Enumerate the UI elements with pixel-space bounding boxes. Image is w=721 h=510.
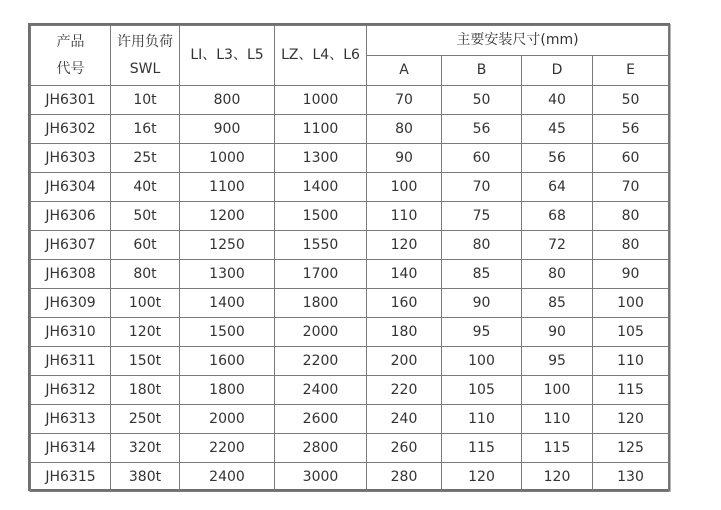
dim-e-cell: 70 [593, 173, 669, 202]
table-body [31, 86, 669, 492]
l1-l3-l5-cell: 1800 [180, 376, 275, 405]
swl-cell: 40t [111, 173, 180, 202]
dim-a-cell: 90 [367, 144, 442, 173]
l2-l4-l6-cell: 1300 [275, 144, 367, 173]
product-code-cell: JH6315 [31, 463, 111, 492]
l2-l4-l6-cell: 1550 [275, 231, 367, 260]
l1-l3-l5-cell: 2000 [180, 405, 275, 434]
swl-cell: 16t [111, 115, 180, 144]
header-row-top [31, 26, 669, 56]
dim-b-header: B [442, 56, 522, 86]
product-code-cell: JH6301 [31, 86, 111, 115]
swl-cell: 250t [111, 405, 180, 434]
l1-l3-l5-cell: 1500 [180, 318, 275, 347]
swl-cell: 60t [111, 231, 180, 260]
l1-l3-l5-cell: 1100 [180, 173, 275, 202]
dim-e-cell: 80 [593, 202, 669, 231]
table-row [31, 318, 669, 347]
swl-cell: 180t [111, 376, 180, 405]
swl-cell: 50t [111, 202, 180, 231]
table-row [31, 115, 669, 144]
l2-l4-l6-cell: 2200 [275, 347, 367, 376]
dim-e-cell: 60 [593, 144, 669, 173]
l2-l4-l6-cell: 2800 [275, 434, 367, 463]
l1-l3-l5-cell: 1600 [180, 347, 275, 376]
dim-e-header: E [593, 56, 669, 86]
dim-d-cell: 72 [522, 231, 593, 260]
product-code-cell: JH6312 [31, 376, 111, 405]
dim-a-cell: 100 [367, 173, 442, 202]
product-code-header-line2: 代号 [56, 60, 85, 77]
dim-b-cell: 50 [442, 86, 522, 115]
l1-l3-l5-cell: 1300 [180, 260, 275, 289]
dim-b-cell: 56 [442, 115, 522, 144]
dim-d-cell: 45 [522, 115, 593, 144]
spec-table-container [28, 23, 670, 491]
l2-l4-l6-cell: 1500 [275, 202, 367, 231]
l1-l3-l5-cell: 900 [180, 115, 275, 144]
dim-d-cell: 110 [522, 405, 593, 434]
swl-cell: 25t [111, 144, 180, 173]
dim-b-cell: 100 [442, 347, 522, 376]
table-row [31, 405, 669, 434]
product-code-header-line1: 产品 [56, 34, 85, 51]
dim-b-cell: 110 [442, 405, 522, 434]
dim-e-cell: 50 [593, 86, 669, 115]
l2-l4-l6-cell: 3000 [275, 463, 367, 492]
l1-l3-l5-cell: 2200 [180, 434, 275, 463]
table-header [31, 26, 669, 86]
table-row [31, 434, 669, 463]
l1-l3-l5-cell: 1200 [180, 202, 275, 231]
product-code-cell: JH6308 [31, 260, 111, 289]
dim-e-cell: 100 [593, 289, 669, 318]
product-code-cell: JH6313 [31, 405, 111, 434]
spec-table [30, 25, 669, 492]
dim-d-cell: 68 [522, 202, 593, 231]
l2-l4-l6-cell: 1100 [275, 115, 367, 144]
dim-d-cell: 115 [522, 434, 593, 463]
dim-a-cell: 260 [367, 434, 442, 463]
dim-b-cell: 105 [442, 376, 522, 405]
swl-header [111, 26, 180, 86]
table-row [31, 289, 669, 318]
swl-cell: 320t [111, 434, 180, 463]
product-code-cell: JH6302 [31, 115, 111, 144]
dim-a-cell: 80 [367, 115, 442, 144]
dim-e-cell: 125 [593, 434, 669, 463]
dim-b-cell: 85 [442, 260, 522, 289]
dim-e-cell: 56 [593, 115, 669, 144]
l2-l4-l6-cell: 2600 [275, 405, 367, 434]
product-code-header [31, 26, 111, 86]
product-code-cell: JH6314 [31, 434, 111, 463]
l2-l4-l6-cell: 2400 [275, 376, 367, 405]
swl-cell: 150t [111, 347, 180, 376]
dim-d-cell: 80 [522, 260, 593, 289]
l2-l4-l6-cell: 1400 [275, 173, 367, 202]
swl-cell: 100t [111, 289, 180, 318]
install-dimensions-header: 主要安装尺寸(mm) [367, 26, 669, 56]
dim-a-cell: 200 [367, 347, 442, 376]
product-code-cell: JH6303 [31, 144, 111, 173]
l2-l4-l6-header: LZ、L4、L6 [275, 26, 367, 86]
dim-a-cell: 110 [367, 202, 442, 231]
table-row [31, 144, 669, 173]
l2-l4-l6-cell: 2000 [275, 318, 367, 347]
swl-header-line2: SWL [129, 60, 161, 77]
dim-d-cell: 100 [522, 376, 593, 405]
product-code-cell: JH6306 [31, 202, 111, 231]
dim-e-cell: 130 [593, 463, 669, 492]
dim-d-cell: 90 [522, 318, 593, 347]
l2-l4-l6-cell: 1700 [275, 260, 367, 289]
dim-e-cell: 105 [593, 318, 669, 347]
dim-e-cell: 120 [593, 405, 669, 434]
dim-a-cell: 160 [367, 289, 442, 318]
dim-b-cell: 90 [442, 289, 522, 318]
dim-a-cell: 180 [367, 318, 442, 347]
swl-cell: 120t [111, 318, 180, 347]
table-row [31, 202, 669, 231]
l1-l3-l5-cell: 800 [180, 86, 275, 115]
dim-a-cell: 140 [367, 260, 442, 289]
table-row [31, 260, 669, 289]
product-code-cell: JH6304 [31, 173, 111, 202]
l1-l3-l5-header: LI、L3、L5 [180, 26, 275, 86]
table-row [31, 376, 669, 405]
dim-d-cell: 120 [522, 463, 593, 492]
dim-a-cell: 220 [367, 376, 442, 405]
swl-cell: 80t [111, 260, 180, 289]
table-row [31, 347, 669, 376]
dim-b-cell: 60 [442, 144, 522, 173]
dim-b-cell: 70 [442, 173, 522, 202]
dim-e-cell: 110 [593, 347, 669, 376]
dim-a-cell: 240 [367, 405, 442, 434]
dim-e-cell: 80 [593, 231, 669, 260]
l1-l3-l5-cell: 1250 [180, 231, 275, 260]
dim-b-cell: 80 [442, 231, 522, 260]
l2-l4-l6-cell: 1000 [275, 86, 367, 115]
dim-d-cell: 56 [522, 144, 593, 173]
product-code-cell: JH6311 [31, 347, 111, 376]
product-code-cell: JH6310 [31, 318, 111, 347]
dim-d-cell: 64 [522, 173, 593, 202]
swl-cell: 10t [111, 86, 180, 115]
dim-d-cell: 40 [522, 86, 593, 115]
dim-d-header: D [522, 56, 593, 86]
l1-l3-l5-cell: 1400 [180, 289, 275, 318]
table-row [31, 463, 669, 492]
table-row [31, 173, 669, 202]
dim-b-cell: 115 [442, 434, 522, 463]
product-code-cell: JH6309 [31, 289, 111, 318]
dim-a-cell: 280 [367, 463, 442, 492]
product-code-cell: JH6307 [31, 231, 111, 260]
dim-a-header: A [367, 56, 442, 86]
dim-a-cell: 120 [367, 231, 442, 260]
swl-cell: 380t [111, 463, 180, 492]
dim-e-cell: 90 [593, 260, 669, 289]
table-row [31, 231, 669, 260]
table-row [31, 86, 669, 115]
dim-b-cell: 75 [442, 202, 522, 231]
dim-b-cell: 120 [442, 463, 522, 492]
l1-l3-l5-cell: 2400 [180, 463, 275, 492]
dim-d-cell: 95 [522, 347, 593, 376]
dim-a-cell: 70 [367, 86, 442, 115]
dim-b-cell: 95 [442, 318, 522, 347]
dim-e-cell: 115 [593, 376, 669, 405]
l2-l4-l6-cell: 1800 [275, 289, 367, 318]
swl-header-line1: 许用负荷 [117, 34, 173, 51]
dim-d-cell: 85 [522, 289, 593, 318]
l1-l3-l5-cell: 1000 [180, 144, 275, 173]
